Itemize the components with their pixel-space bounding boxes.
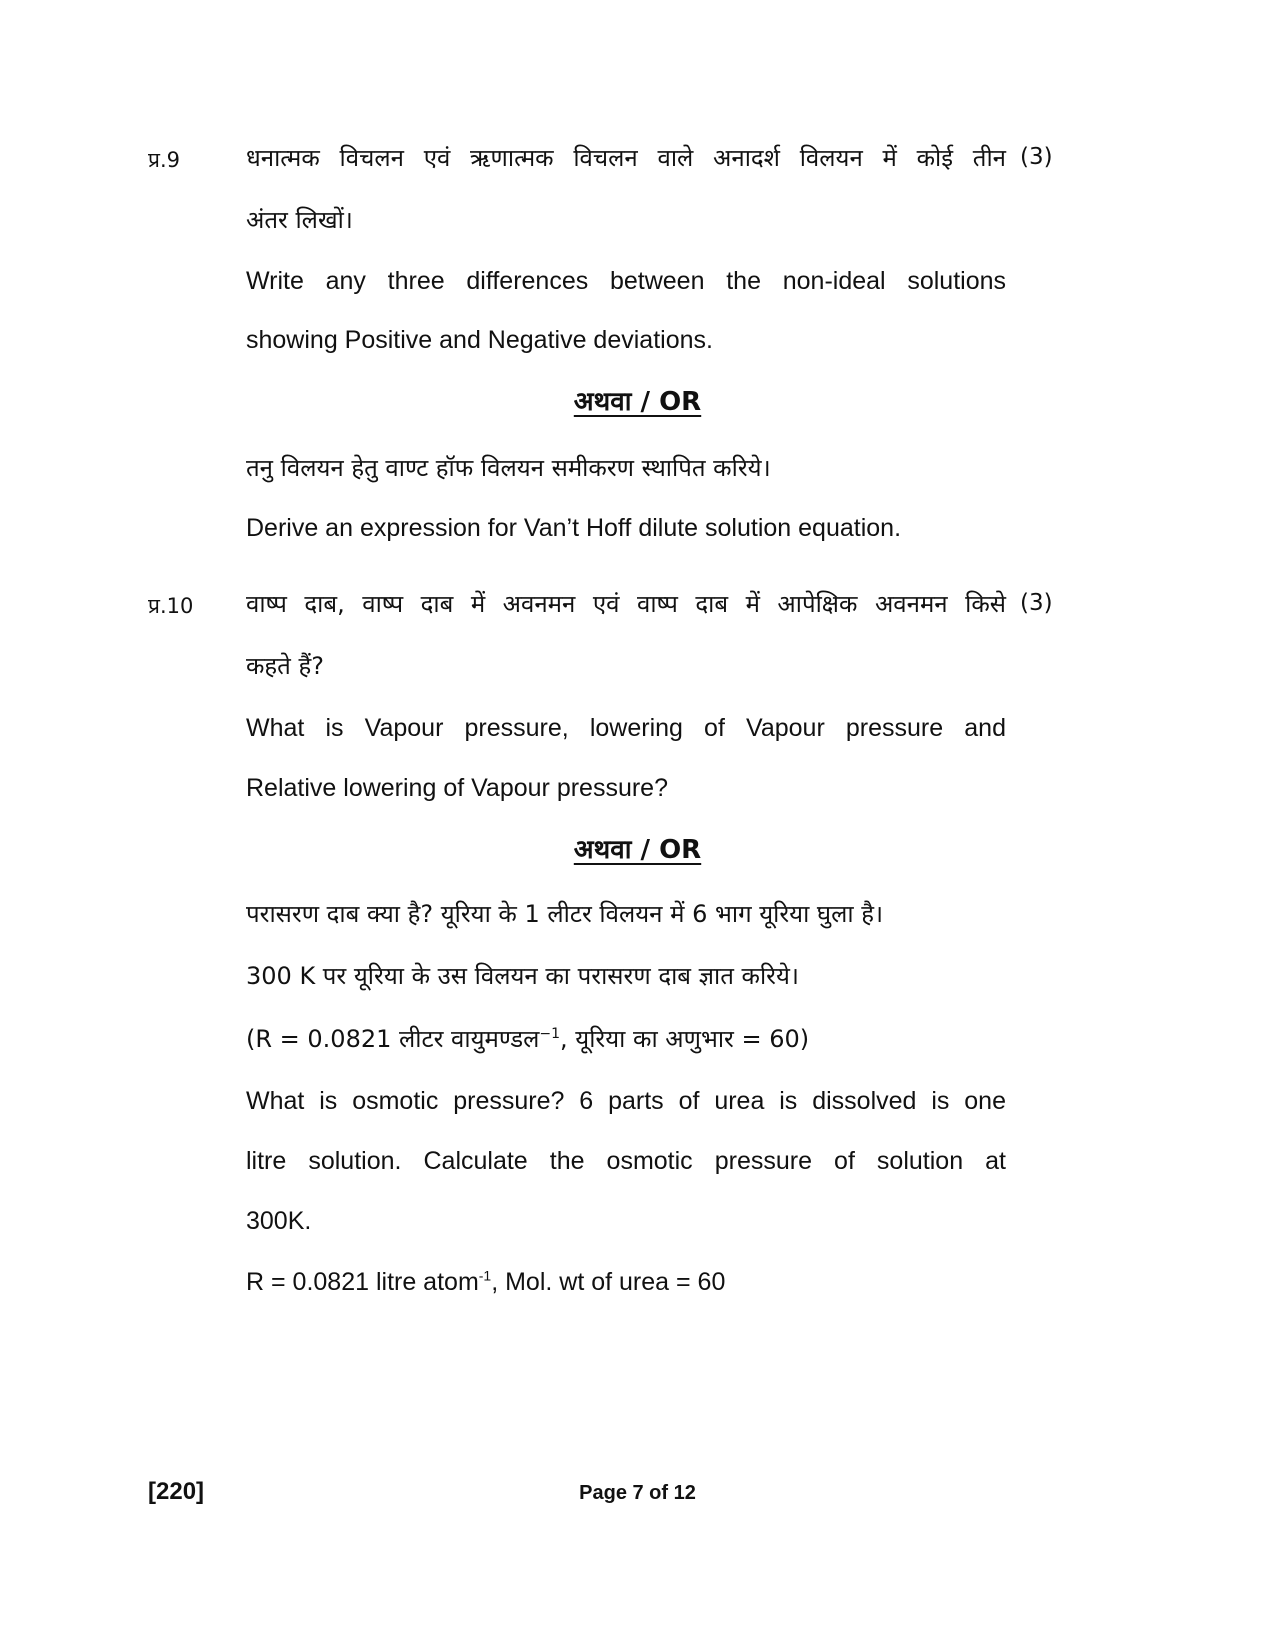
question-9-english-line-2: showing Positive and Negative deviations. xyxy=(246,326,713,354)
question-10-english-line-2: Relative lowering of Vapour pressure? xyxy=(246,774,668,802)
question-9-hindi-line-1: धनात्मक विचलन एवं ऋणात्मक विचलन वाले अनादर्श विलयन में कोई तीन xyxy=(246,144,1006,172)
question-9-marks: (3) xyxy=(1020,144,1053,170)
gas-constant-text: (R = 0.0821 लीटर वायुमण्डल xyxy=(246,1025,540,1053)
question-10-number: प्र.10 xyxy=(148,594,194,618)
question-9-or-heading xyxy=(0,384,1275,419)
question-10-hindi-line-1: वाष्प दाब, वाष्प दाब में अवनमन एवं वाष्प दाब में आपेक्षिक अवनमन किसे xyxy=(246,590,1006,618)
question-10-alt-english-line-3: 300K. xyxy=(246,1207,312,1235)
exponent: −1 xyxy=(539,1026,561,1042)
question-10-alt-hindi-line-3 xyxy=(246,1023,1006,1055)
question-10-english-line-1: What is Vapour pressure, lowering of Vapour pressure and xyxy=(246,714,1006,742)
question-9-hindi-line-2: अंतर लिखों। xyxy=(246,206,353,234)
question-10-alt-hindi-line-2: 300 K पर यूरिया के उस विलयन का परासरण दाब ज्ञात करिये। xyxy=(246,962,800,990)
molar-mass-text: , यूरिया का अणुभार = 60) xyxy=(560,1025,810,1053)
question-10-alt-hindi-line-1: परासरण दाब क्या है? यूरिया के 1 लीटर विलयन में 6 भाग यूरिया घुला है। xyxy=(246,900,884,928)
question-10-or-heading xyxy=(0,832,1275,867)
question-9-number: प्र.9 xyxy=(148,148,180,172)
page-number: Page 7 of 12 xyxy=(579,1482,696,1504)
question-10-marks: (3) xyxy=(1020,590,1053,616)
question-9-alt-hindi: तनु विलयन हेतु वाण्ट हॉफ विलयन समीकरण स्थापित करिये। xyxy=(246,454,771,482)
question-10-alt-english-line-1: What is osmotic pressure? 6 parts of urea is dissolved is one xyxy=(246,1087,1006,1115)
or-label: अथवा / OR xyxy=(573,835,702,865)
question-9-alt-english: Derive an expression for Van’t Hoff dilute solution equation. xyxy=(246,514,902,542)
question-10-alt-english-line-4 xyxy=(246,1266,1006,1298)
question-10-alt-english-line-2: litre solution. Calculate the osmotic pressure of solution at xyxy=(246,1147,1006,1175)
molar-mass-text: , Mol. wt of urea = 60 xyxy=(491,1268,726,1296)
gas-constant-text: R = 0.0821 litre atom xyxy=(246,1268,479,1296)
question-10-hindi-line-2: कहते हैं? xyxy=(246,652,324,680)
paper-code: [220] xyxy=(148,1478,205,1505)
exponent: -1 xyxy=(478,1267,492,1284)
question-9-english-line-1: Write any three differences between the non-ideal solutions xyxy=(246,267,1006,295)
or-label: अथवा / OR xyxy=(573,387,702,417)
